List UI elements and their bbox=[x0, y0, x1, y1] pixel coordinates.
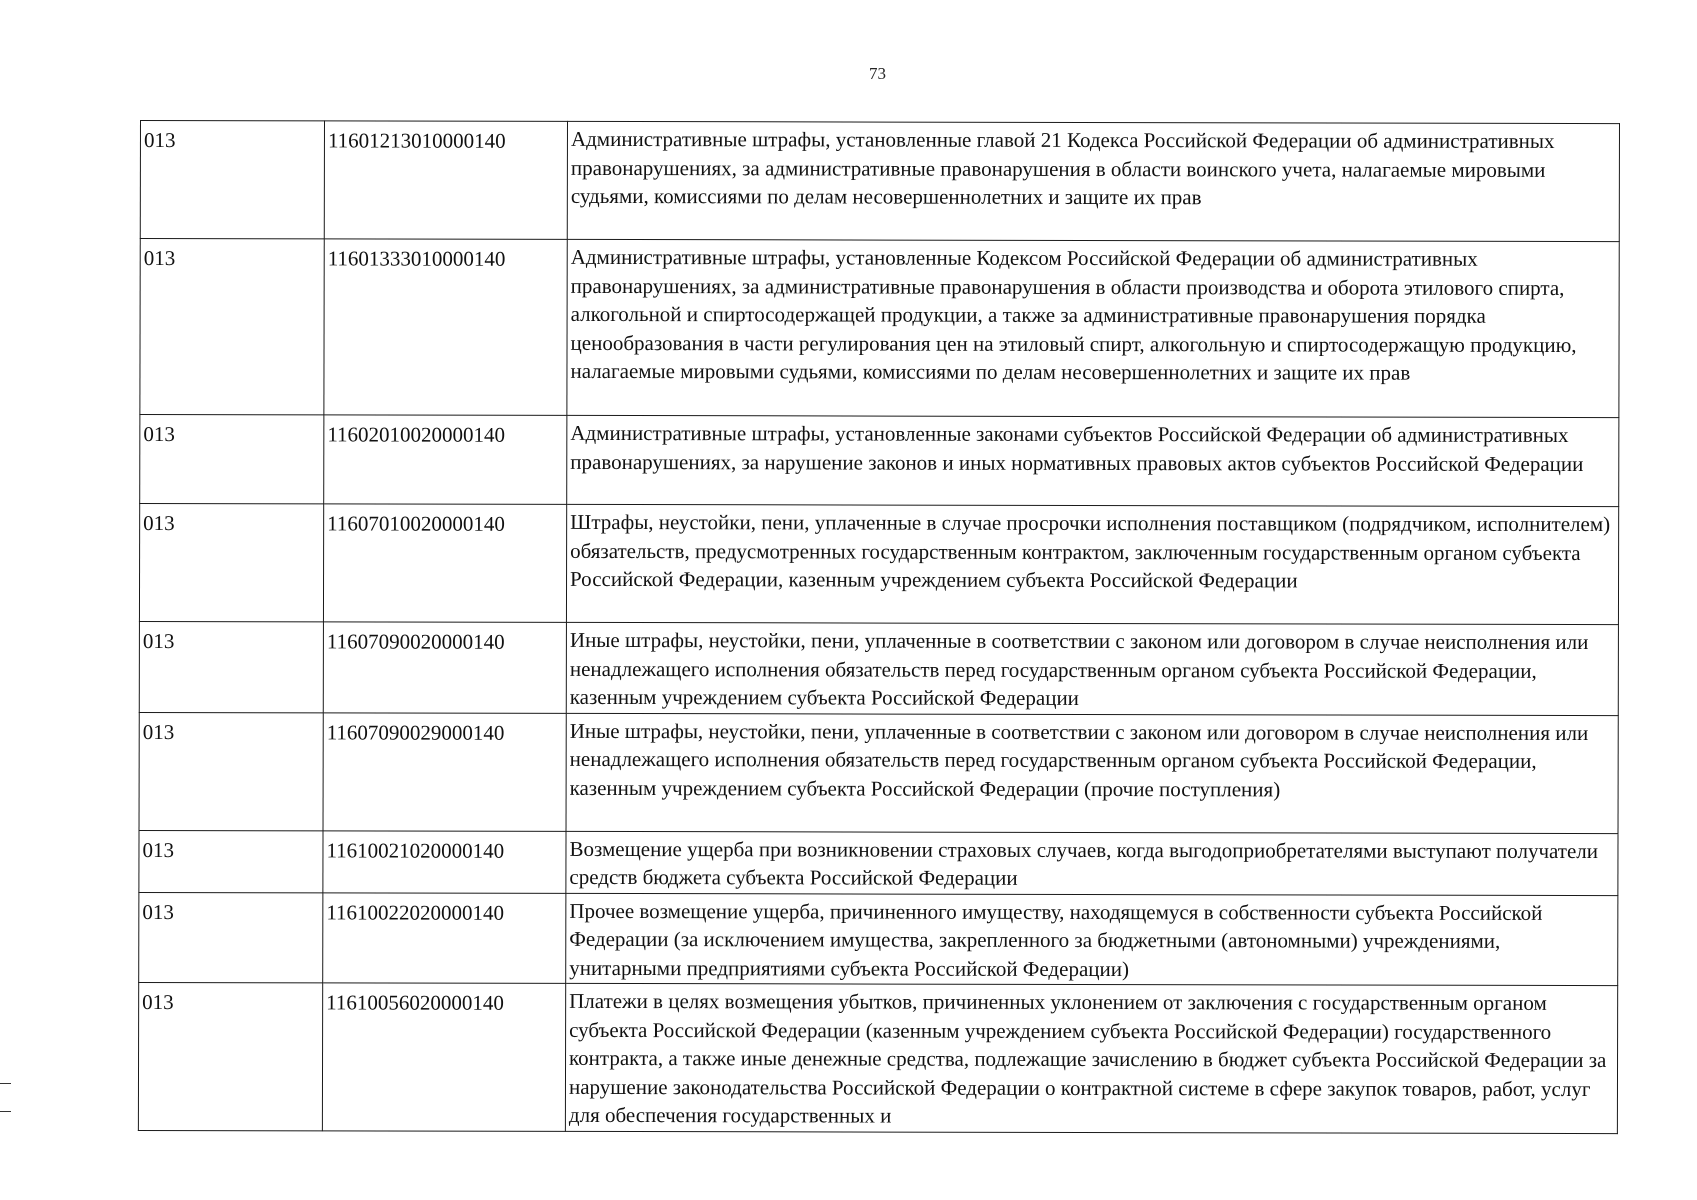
revenue-name-cell: Административные штрафы, установленные законами субъектов Российской Федерации об административных правонарушениях, за нарушение законов и иных нормативных правовых актов субъектов Российской Федерации bbox=[567, 415, 1619, 506]
table-row bbox=[139, 712, 1618, 833]
revenue-name-cell: Прочее возмещение ущерба, причиненного имуществу, находящемуся в собственности субъекта Российской Федерации (за исключением имущества, закрепленного за бюджетными (автономными) учреждениями, унитарными предприятиями субъекта Российской Федерации) bbox=[566, 893, 1618, 986]
admin-code-cell: 013 bbox=[140, 239, 324, 415]
revenue-name-cell: Административные штрафы, установленные Кодексом Российской Федерации об административных правонарушениях, за административные правонарушения в области производства и оборота этилового спирта, алкогольной и спиртосодержащей продукции, а также за административные правонарушения порядка ценообразования в части регулирования цен на этиловый спирт, алкогольную и спиртосодержащую продукцию, налагаемые мировыми судьями, комиссиями по делам несовершеннолетних и защите их прав bbox=[567, 239, 1619, 417]
revenue-code-cell: 11610022020000140 bbox=[323, 892, 566, 983]
budget-revenue-table bbox=[138, 120, 1620, 1134]
table-row bbox=[139, 504, 1618, 625]
revenue-code-cell: 11607090020000140 bbox=[323, 622, 566, 713]
table-row bbox=[139, 892, 1618, 986]
table-row bbox=[140, 121, 1619, 242]
admin-code-cell: 013 bbox=[139, 892, 323, 983]
table-row bbox=[139, 830, 1618, 895]
admin-code-cell: 013 bbox=[139, 712, 323, 830]
revenue-name-cell: Штрафы, неустойки, пени, уплаченные в случае просрочки исполнения поставщиком (подрядчиком, исполнителем) обязательств, предусмотренных государственным контрактом, заключенным государственным органом субъекта Российской Федерации, казенным учреждением субъекта Российской Федерации bbox=[566, 504, 1618, 624]
revenue-name-cell: Платежи в целях возмещения убытков, причиненных уклонением от заключения с государственным органом субъекта Российской Федерации (казенным учреждением субъекта Российской Федерации) государственного контракта, а также иные денежные средства, подлежащие зачислению в бюджет субъекта Российской Федерации за нарушение законодательства Российской Федерации о контрактной системе в сфере закупок товаров, работ, услуг для обеспечения государственных и bbox=[565, 983, 1617, 1133]
page-number: 73 bbox=[869, 64, 886, 83]
table-row bbox=[139, 621, 1618, 715]
revenue-code-cell: 11607090029000140 bbox=[323, 712, 566, 831]
revenue-code-cell: 11607010020000140 bbox=[323, 504, 566, 623]
admin-code-cell: 013 bbox=[139, 830, 323, 892]
revenue-code-cell: 11601213010000140 bbox=[324, 121, 567, 240]
table-row bbox=[138, 982, 1617, 1133]
admin-code-cell: 013 bbox=[139, 621, 323, 712]
revenue-code-cell: 11601333010000140 bbox=[324, 239, 567, 416]
admin-code-cell: 013 bbox=[140, 121, 324, 239]
table-row bbox=[140, 239, 1619, 418]
table-row bbox=[140, 415, 1619, 507]
margin-mark bbox=[0, 1083, 11, 1084]
revenue-code-cell: 11602010020000140 bbox=[324, 415, 567, 505]
revenue-name-cell: Возмещение ущерба при возникновении страховых случаев, когда выгодоприобретателями выступают получатели средств бюджета субъекта Российской Федерации bbox=[566, 831, 1618, 895]
revenue-code-cell: 11610021020000140 bbox=[323, 830, 566, 893]
revenue-code-cell: 11610056020000140 bbox=[322, 983, 565, 1131]
admin-code-cell: 013 bbox=[140, 415, 324, 504]
admin-code-cell: 013 bbox=[139, 504, 323, 622]
admin-code-cell: 013 bbox=[138, 982, 322, 1130]
revenue-name-cell: Иные штрафы, неустойки, пени, уплаченные в соответствии с законом или договором в случае неисполнения или ненадлежащего исполнения обязательств перед государственным органом субъекта Российской Федерации, казенным учреждением субъекта Российской Федерации bbox=[566, 622, 1618, 715]
margin-mark bbox=[0, 1111, 11, 1112]
revenue-name-cell: Административные штрафы, установленные главой 21 Кодекса Российской Федерации об административных правонарушениях, за административные правонарушения в области воинского учета, налагаемые мировыми судьями, комиссиями по делам несовершеннолетних и защите их прав bbox=[567, 121, 1619, 241]
revenue-name-cell: Иные штрафы, неустойки, пени, уплаченные в соответствии с законом или договором в случае неисполнения или ненадлежащего исполнения обязательств перед государственным органом субъекта Российской Федерации, казенным учреждением субъекта Российской Федерации (прочие поступления) bbox=[566, 713, 1618, 833]
